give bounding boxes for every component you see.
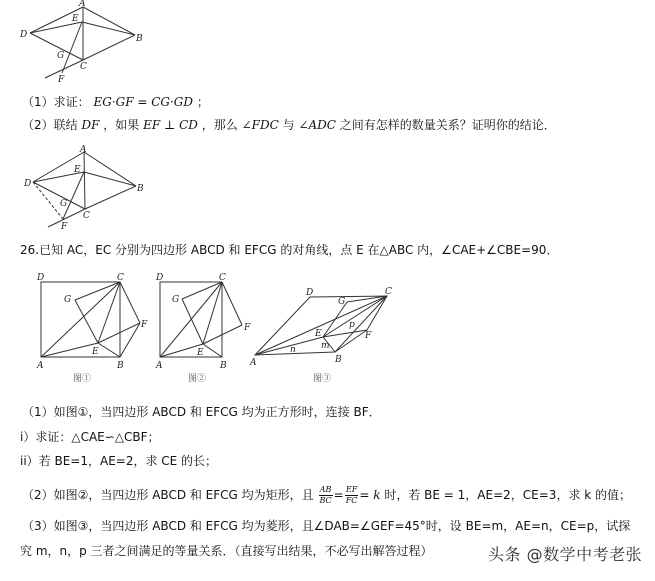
frac-den-bc: BC — [319, 496, 332, 505]
fraction-ef-fc — [345, 485, 359, 506]
part2-prefix: （2）如图②，当四边形 ABCD 和 EFCG 均为矩形，且 — [22, 488, 314, 502]
caption-fig3: 图③ — [313, 374, 332, 384]
label-A: A — [156, 361, 163, 371]
label-C: C — [117, 273, 124, 283]
problem26-part2 — [22, 484, 631, 506]
label-F: F — [365, 331, 372, 341]
label-B: B — [137, 184, 144, 194]
caption-fig1: 图① — [73, 374, 92, 384]
q1-prefix: （1）求证： — [22, 95, 90, 109]
frac-num-ef: EF — [345, 485, 358, 494]
problem26-part3-line1: （3）如图③，当四边形 ABCD 和 EFCG 均为菱形，且∠DAB=∠GEF=45°时，设 BE=m，AE=n，CE=p，试探 — [22, 519, 631, 533]
q2-perp: EF ⊥ CD — [143, 118, 198, 132]
q2-suffix: 之间有怎样的数量关系？证明你的结论． — [339, 118, 556, 132]
label-G: G — [60, 199, 68, 209]
q2-angle-adc: ∠ADC — [298, 118, 336, 132]
equals-k: = k — [359, 488, 381, 502]
q2-prefix: （2）联结 — [22, 118, 78, 132]
label-A: A — [37, 361, 44, 371]
label-A: A — [79, 0, 86, 9]
part2-suffix: 时，若 BE = 1，AE=2，CE=3，求 k 的值； — [384, 488, 632, 502]
label-C: C — [385, 287, 392, 297]
label-C: C — [83, 211, 90, 221]
fraction-ab-bc — [319, 485, 333, 506]
figure-26-3-labels — [249, 287, 392, 384]
label-n: n — [290, 345, 296, 355]
frac-den-fc: FC — [345, 496, 358, 505]
label-F: F — [244, 323, 251, 333]
label-G: G — [338, 297, 346, 307]
label-B: B — [117, 361, 124, 371]
problem26-part1-i: i）求证：△CAE∽△CBF； — [20, 430, 160, 444]
label-C: C — [219, 273, 226, 283]
label-m: m — [321, 341, 330, 351]
figure-26-2 — [160, 282, 242, 357]
q2-mid1: ，如果 — [103, 118, 140, 132]
figure-26-1 — [41, 282, 140, 357]
q2-mid2: ，那么 — [201, 118, 238, 132]
label-G: G — [57, 51, 65, 61]
label-F: F — [58, 75, 65, 85]
label-E: E — [197, 348, 204, 358]
label-F: F — [141, 320, 148, 330]
label-B: B — [220, 361, 227, 371]
q2-df: DF — [81, 118, 100, 132]
figure-25-1-labels — [19, 0, 143, 85]
q2-mid3: 与 — [282, 118, 295, 132]
label-A: A — [250, 358, 257, 368]
q2-angle-fdc: ∠FDC — [241, 118, 279, 132]
problem26-part1-ii: ii）若 BE=1，AE=2，求 CE 的长； — [20, 454, 218, 468]
problem26-stem: 26.已知 AC，EC 分别为四边形 ABCD 和 EFCG 的对角线，点 E 在△ABC 内，∠CAE+∠CBE=90． — [20, 243, 559, 257]
label-E: E — [315, 329, 322, 339]
frac-num-ab: AB — [319, 485, 332, 494]
figure-25-2-labels — [23, 145, 144, 232]
problem26-part1: （1）如图①，当四边形 ABCD 和 EFCG 均为正方形时，连接 BF． — [22, 405, 381, 419]
q1-formula: EG·GF = CG·GD — [93, 95, 194, 109]
equals-sign: = — [333, 488, 344, 502]
problem25-q2 — [22, 117, 556, 133]
label-G: G — [64, 295, 72, 305]
label-C: C — [80, 62, 87, 72]
label-F: F — [61, 222, 68, 232]
label-B: B — [136, 34, 143, 44]
label-D: D — [24, 179, 32, 189]
label-B: B — [335, 355, 342, 365]
label-D: D — [37, 273, 45, 283]
q1-suffix: ； — [196, 95, 209, 109]
label-p: p — [349, 320, 355, 330]
label-G: G — [172, 295, 180, 305]
watermark-text: 头条 @数学中考老张 — [488, 545, 643, 564]
label-E: E — [72, 14, 79, 24]
label-D: D — [156, 273, 164, 283]
label-D: D — [20, 30, 28, 40]
figure-26-1-labels — [36, 273, 148, 384]
problem25-q1 — [22, 94, 209, 110]
label-A: A — [80, 145, 87, 155]
label-E: E — [92, 347, 99, 357]
label-E: E — [74, 165, 81, 175]
caption-fig2: 图② — [188, 374, 207, 384]
problem26-part3-line2: 究 m，n，p 三者之间满足的等量关系．（直接写出结果，不必写出解答过程） — [20, 544, 433, 558]
label-D: D — [306, 288, 314, 298]
